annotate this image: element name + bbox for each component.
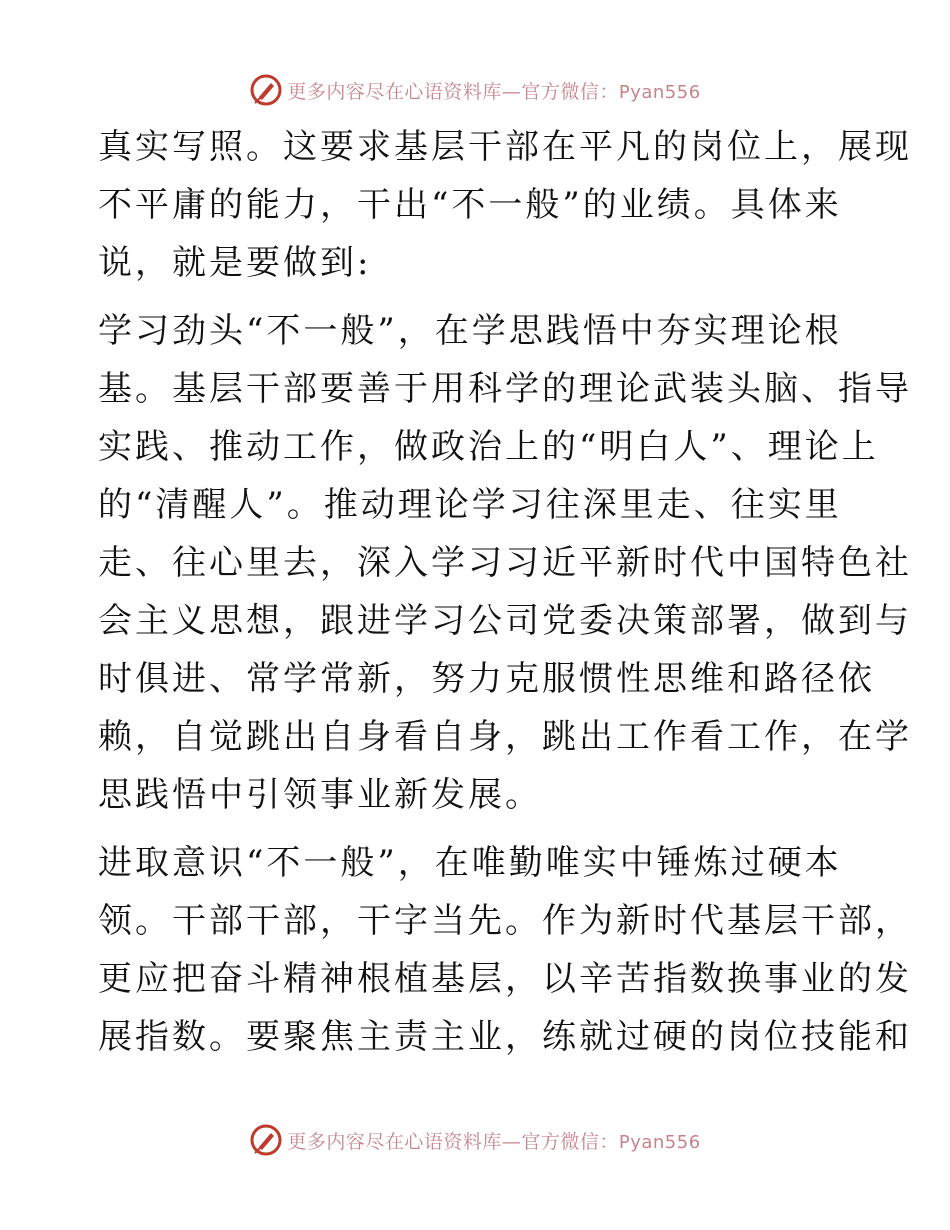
pen-logo-icon xyxy=(249,73,283,107)
text-line: 基。基层干部要善于用科学的理论武装头脑、指导 xyxy=(98,369,912,409)
header-banner xyxy=(0,70,950,110)
text-line: 赖，自觉跳出自身看自身，跳出工作看工作，在学 xyxy=(98,717,912,757)
document-body xyxy=(98,118,912,1066)
text-line: 说，就是要做到: xyxy=(98,243,372,283)
paragraph xyxy=(98,302,912,824)
banner-text: 更多内容尽在心语资料库—官方微信：Pyan556 xyxy=(287,1130,701,1153)
text-line: 会主义思想，跟进学习公司党委决策部署，做到与 xyxy=(98,601,912,641)
text-line: 思践悟中引领事业新发展。 xyxy=(98,775,542,815)
text-line: 展指数。要聚焦主责主业，练就过硬的岗位技能和 xyxy=(98,1017,912,1057)
banner-text: 更多内容尽在心语资料库—官方微信：Pyan556 xyxy=(287,80,701,103)
text-line: 的“清醒人”。推动理论学习往深里走、往实里 xyxy=(98,485,842,525)
paragraph xyxy=(98,834,912,1066)
text-line: 更应把奋斗精神根植基层，以辛苦指数换事业的发 xyxy=(98,959,912,999)
paragraph xyxy=(98,118,912,292)
pen-logo-icon xyxy=(249,1123,283,1157)
text-line: 时俱进、常学常新，努力克服惯性思维和路径依 xyxy=(98,659,875,699)
text-line: 走、往心里去，深入学习习近平新时代中国特色社 xyxy=(98,543,912,583)
text-line: 进取意识“不一般”，在唯勤唯实中锤炼过硬本 xyxy=(98,843,842,883)
text-line: 领。干部干部，干字当先。作为新时代基层干部， xyxy=(98,901,912,941)
text-line: 真实写照。这要求基层干部在平凡的岗位上，展现 xyxy=(98,127,912,167)
text-line: 实践、推动工作，做政治上的“明白人”、理论上 xyxy=(98,427,879,467)
footer-banner xyxy=(0,1120,950,1160)
text-line: 学习劲头“不一般”，在学思践悟中夯实理论根 xyxy=(98,311,842,351)
text-line: 不平庸的能力，干出“不一般”的业绩。具体来 xyxy=(98,185,842,225)
